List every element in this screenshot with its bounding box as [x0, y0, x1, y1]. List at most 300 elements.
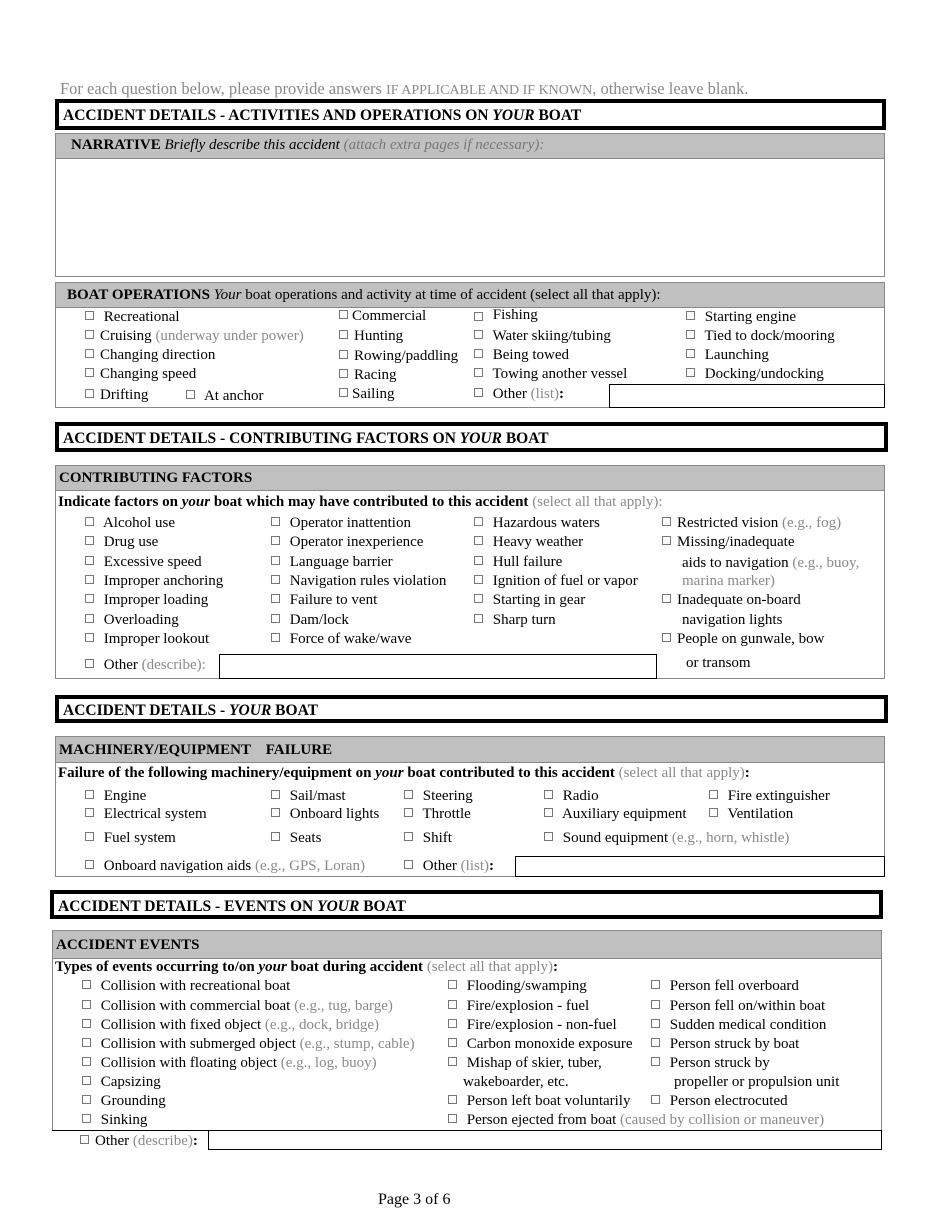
cf-hull-failure-label: Hull failure [492, 554, 563, 570]
op-drifting-label: Drifting [100, 387, 149, 403]
cf-gunwale-cont [686, 654, 751, 672]
op-commercial[interactable] [339, 307, 426, 325]
ev-left-voluntarily-checkbox[interactable] [448, 1095, 457, 1104]
op-other-checkbox[interactable] [474, 388, 483, 397]
me-electrical-checkbox[interactable] [85, 808, 94, 817]
cf-restricted-vision[interactable] [662, 514, 841, 532]
s3-q-b: boat contributed to this accident [407, 765, 615, 781]
op-docking-checkbox[interactable] [686, 368, 695, 377]
ev-struck-prop[interactable] [651, 1054, 770, 1072]
me-onboard-nav-label: Onboard navigation aids [103, 858, 252, 874]
ev-grounding-checkbox[interactable] [82, 1095, 91, 1104]
s4-q-a: Types of events occurring to/on [55, 959, 255, 975]
ops-label: BOAT OPERATIONS [67, 287, 210, 303]
cf-improper-anchoring-checkbox[interactable] [85, 575, 94, 584]
cf-sharp-turn-label: Sharp turn [492, 612, 556, 628]
me-electrical[interactable] [85, 805, 207, 823]
ev-medical-label: Sudden medical condition [669, 1017, 827, 1033]
ev-struck-boat-checkbox[interactable] [651, 1038, 660, 1047]
me-radio[interactable] [544, 787, 599, 805]
cf-improper-loading[interactable] [85, 591, 208, 609]
op-hunting-checkbox[interactable] [339, 330, 348, 339]
ev-struck-boat-label: Person struck by boat [669, 1036, 800, 1052]
cf-operator-inexperience[interactable] [271, 533, 423, 551]
cf-other-checkbox[interactable] [85, 659, 94, 668]
ev-fire-fuel-label: Fire/explosion - fuel [466, 998, 590, 1014]
op-towing[interactable] [474, 365, 627, 383]
me-fire-ext-checkbox[interactable] [709, 790, 718, 799]
me-throttle-checkbox[interactable] [404, 808, 413, 817]
me-throttle-label: Throttle [422, 806, 471, 822]
cf-restricted-vision-note: (e.g., fog) [782, 515, 842, 531]
cf-nav-rules-checkbox[interactable] [271, 575, 280, 584]
op-water-skiing[interactable] [474, 327, 611, 345]
ev-ejected-note: (caused by collision or maneuver) [620, 1112, 825, 1128]
op-commercial-label: Commercial [352, 308, 427, 324]
cf-heavy-weather-checkbox[interactable] [474, 536, 483, 545]
events-header [53, 931, 881, 959]
intro-tail: , otherwise leave blank. [592, 79, 749, 98]
cf-dam-lock-label: Dam/lock [289, 612, 349, 628]
s3-q-note: (select all that apply) [618, 765, 745, 781]
op-hunting[interactable] [339, 327, 403, 345]
s2-title-em: YOUR [459, 430, 502, 447]
machinery-question [58, 764, 750, 782]
cf-excessive-speed-label: Excessive speed [103, 554, 202, 570]
op-changing-direction[interactable] [85, 346, 215, 364]
op-towing-label: Towing another vessel [492, 366, 628, 382]
cf-improper-loading-label: Improper loading [103, 592, 209, 608]
cf-excessive-speed[interactable] [85, 553, 202, 571]
ev-fire-nonfuel-label: Fire/explosion - non-fuel [466, 1017, 617, 1033]
s2-title-b: BOAT [505, 430, 549, 447]
me-engine-checkbox[interactable] [85, 790, 94, 799]
s3-title-em: YOUR [229, 702, 272, 719]
ev-struck-prop-label-1: Person struck by [669, 1055, 770, 1071]
ev-col-float-checkbox[interactable] [82, 1057, 91, 1066]
ev-col-fixed[interactable] [82, 1016, 379, 1034]
ev-fire-nonfuel[interactable] [448, 1016, 617, 1034]
cf-failure-vent-label: Failure to vent [289, 592, 378, 608]
cf-gunwale-label-1: People on gunwale, bow [677, 631, 825, 647]
narrative-note: (attach extra pages if necessary): [343, 137, 545, 153]
cf-sharp-turn-checkbox[interactable] [474, 614, 483, 623]
me-fuel[interactable] [85, 829, 176, 847]
op-starting-engine[interactable] [686, 308, 796, 326]
me-seats-checkbox[interactable] [271, 832, 280, 841]
me-engine[interactable] [85, 787, 146, 805]
cf-hazardous-waters-checkbox[interactable] [474, 517, 483, 526]
ev-struck-prop-checkbox[interactable] [651, 1057, 660, 1066]
section-machinery-title [55, 695, 888, 723]
me-sound[interactable] [544, 829, 789, 847]
op-being-towed-checkbox[interactable] [474, 349, 483, 358]
ev-col-sub-checkbox[interactable] [82, 1038, 91, 1047]
cf-operator-inattention-checkbox[interactable] [271, 517, 280, 526]
me-steering-checkbox[interactable] [404, 790, 413, 799]
ev-struck-prop-cont [674, 1073, 839, 1091]
cf-overloading[interactable] [85, 611, 179, 629]
cf-starting-gear[interactable] [474, 591, 585, 609]
op-rowing-checkbox[interactable] [339, 350, 348, 359]
me-sail-label: Sail/mast [289, 788, 346, 804]
s4-q-note: (select all that apply) [426, 959, 554, 975]
cf-other-input[interactable] [219, 654, 657, 679]
s2-title-a: ACCIDENT DETAILS - CONTRIBUTING FACTORS ON [63, 430, 456, 447]
ev-left-voluntarily-label: Person left boat voluntarily [466, 1093, 631, 1109]
s2-q-b: boat which may have contributed to this accident [213, 494, 529, 510]
cf-operator-inattention-label: Operator inattention [289, 515, 411, 531]
cf-restricted-vision-checkbox[interactable] [662, 517, 671, 526]
ev-mishap[interactable] [448, 1054, 602, 1072]
op-changing-direction-checkbox[interactable] [85, 349, 94, 358]
section-activities-title [55, 99, 886, 130]
me-sail-checkbox[interactable] [271, 790, 280, 799]
ev-sinking[interactable] [82, 1111, 147, 1129]
cf-gunwale[interactable] [662, 630, 824, 648]
me-electrical-label: Electrical system [103, 806, 207, 822]
op-sailing-checkbox[interactable] [339, 388, 348, 397]
cf-missing-aids-cont [682, 554, 859, 572]
section-events-title [50, 890, 883, 919]
op-launching-checkbox[interactable] [686, 349, 695, 358]
me-other-note: (list) [460, 858, 489, 874]
ev-capsizing[interactable] [82, 1073, 161, 1091]
ev-col-float-note: (e.g., log, buoy) [280, 1055, 377, 1071]
cf-ignition-checkbox[interactable] [474, 575, 483, 584]
op-hunting-label: Hunting [354, 328, 404, 344]
cf-heavy-weather-label: Heavy weather [492, 534, 584, 550]
ev-col-com-checkbox[interactable] [82, 1000, 91, 1009]
s3-q-em: your [375, 765, 404, 781]
op-commercial-checkbox[interactable] [339, 310, 348, 319]
op-drifting[interactable] [85, 386, 148, 404]
cf-missing-aids-label-2: aids to navigation [682, 555, 789, 571]
cf-improper-lookout[interactable] [85, 630, 209, 648]
op-changing-speed-checkbox[interactable] [85, 368, 94, 377]
op-docking[interactable] [686, 365, 824, 383]
cf-heavy-weather[interactable] [474, 533, 583, 551]
op-other-note: (list) [530, 386, 559, 402]
me-onboard-lights[interactable] [271, 805, 379, 823]
op-tied[interactable] [686, 327, 835, 345]
me-other-checkbox[interactable] [404, 860, 413, 869]
s4-q-b: boat during accident [290, 959, 424, 975]
cf-ignition[interactable] [474, 572, 638, 590]
cf-language-barrier-checkbox[interactable] [271, 556, 280, 565]
op-water-skiing-checkbox[interactable] [474, 330, 483, 339]
ev-fell-within-checkbox[interactable] [651, 1000, 660, 1009]
me-auxiliary-label: Auxiliary equipment [561, 806, 687, 822]
cf-operator-inattention[interactable] [271, 514, 411, 532]
ev-capsizing-checkbox[interactable] [82, 1076, 91, 1085]
ev-mishap-checkbox[interactable] [448, 1057, 457, 1066]
op-sailing-label: Sailing [352, 386, 395, 402]
s4-q-colon: : [553, 959, 559, 975]
cf-improper-lookout-checkbox[interactable] [85, 633, 94, 642]
ops-em: Your [213, 287, 242, 303]
cf-alcohol-checkbox[interactable] [85, 517, 94, 526]
cf-force-wake-label: Force of wake/wave [289, 631, 412, 647]
op-other-input[interactable] [609, 384, 885, 408]
ev-fell-within-label: Person fell on/within boat [669, 998, 826, 1014]
me-fire-ext[interactable] [709, 787, 830, 805]
op-other-label: Other [492, 386, 527, 402]
me-shift[interactable] [404, 829, 452, 847]
narrative-panel [55, 133, 885, 277]
ev-co[interactable] [448, 1035, 633, 1053]
ev-electrocuted-label: Person electrocuted [669, 1093, 788, 1109]
ev-col-float[interactable] [82, 1054, 377, 1072]
ev-struck-boat[interactable] [651, 1035, 799, 1053]
cf-missing-aids-note-2-row [682, 572, 775, 590]
op-recreational[interactable] [85, 308, 180, 326]
me-seats-label: Seats [289, 830, 322, 846]
op-changing-direction-label: Changing direction [100, 347, 216, 363]
ev-ejected[interactable] [448, 1111, 824, 1129]
cf-improper-loading-checkbox[interactable] [85, 594, 94, 603]
footer-total: 6 [442, 1191, 451, 1208]
me-shift-checkbox[interactable] [404, 832, 413, 841]
me-onboard-nav[interactable] [85, 857, 365, 875]
ev-fire-fuel-checkbox[interactable] [448, 1000, 457, 1009]
op-racing[interactable] [339, 366, 397, 384]
section-contributing-title [55, 422, 888, 452]
ev-col-rec[interactable] [82, 977, 290, 995]
ev-col-rec-checkbox[interactable] [82, 980, 91, 989]
cf-nav-rules-label: Navigation rules violation [289, 573, 447, 589]
op-starting-engine-label: Starting engine [704, 309, 796, 325]
cf-force-wake-checkbox[interactable] [271, 633, 280, 642]
ev-left-voluntarily[interactable] [448, 1092, 630, 1110]
me-radio-label: Radio [562, 788, 599, 804]
op-recreational-label: Recreational [103, 309, 180, 325]
ev-other-label: Other [95, 1133, 130, 1149]
s2-q-note: (select all that apply): [532, 494, 663, 510]
contributing-question [58, 493, 663, 511]
cf-other[interactable] [85, 656, 206, 674]
cf-overloading-checkbox[interactable] [85, 614, 94, 623]
op-fishing[interactable] [474, 306, 538, 324]
s1-title-em: YOUR [492, 107, 535, 124]
s2-q-a: Indicate factors on [58, 494, 178, 510]
s3-q-colon: : [744, 765, 750, 781]
cf-alcohol[interactable] [85, 514, 175, 532]
ev-col-sub-note: (e.g., stump, cable) [299, 1036, 415, 1052]
me-radio-checkbox[interactable] [544, 790, 553, 799]
ev-co-checkbox[interactable] [448, 1038, 457, 1047]
me-throttle[interactable] [404, 805, 471, 823]
s3-q-a: Failure of the following machinery/equipment on [58, 765, 372, 781]
op-towing-checkbox[interactable] [474, 368, 483, 377]
footer-page-num: 3 [413, 1191, 422, 1208]
ev-ejected-checkbox[interactable] [448, 1114, 457, 1123]
ev-other-input[interactable] [208, 1130, 882, 1150]
op-racing-checkbox[interactable] [339, 369, 348, 378]
s2-q-em: your [181, 494, 211, 510]
me-auxiliary[interactable] [544, 805, 687, 823]
ev-other[interactable] [80, 1132, 198, 1150]
contributing-header [56, 466, 884, 491]
cf-hull-failure-checkbox[interactable] [474, 556, 483, 565]
op-tied-checkbox[interactable] [686, 330, 695, 339]
ev-col-com[interactable] [82, 997, 393, 1015]
op-changing-speed-label: Changing speed [100, 366, 197, 382]
op-cruising[interactable] [85, 327, 304, 345]
narrative-header [56, 134, 884, 159]
cf-starting-gear-checkbox[interactable] [474, 594, 483, 603]
op-starting-engine-checkbox[interactable] [686, 311, 695, 320]
cf-excessive-speed-checkbox[interactable] [85, 556, 94, 565]
ev-fire-nonfuel-checkbox[interactable] [448, 1019, 457, 1028]
op-fishing-label: Fishing [492, 307, 538, 323]
cf-hazardous-waters[interactable] [474, 514, 600, 532]
me-other[interactable]: Other (list): [404, 857, 494, 875]
op-cruising-checkbox[interactable] [85, 330, 94, 339]
op-docking-label: Docking/undocking [704, 366, 824, 382]
cf-drug-checkbox[interactable] [85, 536, 94, 545]
ev-mishap-label-1: Mishap of skier, tuber, [466, 1055, 602, 1071]
cf-failure-vent-checkbox[interactable] [271, 594, 280, 603]
me-shift-label: Shift [422, 830, 452, 846]
ev-col-rec-label: Collision with recreational boat [100, 978, 291, 994]
op-launching[interactable] [686, 346, 769, 364]
op-at-anchor[interactable] [186, 387, 264, 405]
me-auxiliary-checkbox[interactable] [544, 808, 553, 817]
s1-title-b: BOAT [538, 107, 582, 124]
cf-improper-anchoring-label: Improper anchoring [103, 573, 224, 589]
cf-gunwale-checkbox[interactable] [662, 633, 671, 642]
cf-inadequate-lights-checkbox[interactable] [662, 594, 671, 603]
ev-mishap-cont [463, 1073, 569, 1091]
cf-nav-rules[interactable] [271, 572, 446, 590]
me-onboard-nav-note: (e.g., GPS, Loran) [254, 858, 365, 874]
ev-electrocuted[interactable] [651, 1092, 788, 1110]
me-steering[interactable] [404, 787, 473, 805]
cf-starting-gear-label: Starting in gear [492, 592, 586, 608]
cf-missing-aids-note-1: (e.g., buoy, [792, 555, 860, 571]
ev-fell-within[interactable] [651, 997, 825, 1015]
ev-struck-prop-label-2: propeller or propulsion unit [674, 1074, 840, 1090]
op-fishing-checkbox[interactable] [474, 312, 483, 321]
cf-missing-aids-note-2: marina marker) [682, 573, 775, 589]
boat-operations-header [56, 283, 884, 308]
op-water-skiing-label: Water skiing/tubing [492, 328, 611, 344]
cf-other-note: (describe): [141, 657, 206, 673]
intro-caps: IF APPLICABLE AND IF KNOWN [386, 83, 593, 98]
cf-inadequate-lights-label-2: navigation lights [682, 612, 783, 628]
cf-hazardous-waters-label: Hazardous waters [492, 515, 600, 531]
op-changing-speed[interactable] [85, 365, 196, 383]
ev-electrocuted-checkbox[interactable] [651, 1095, 660, 1104]
ev-fell-overboard-checkbox[interactable] [651, 980, 660, 989]
cf-inadequate-lights-cont [682, 611, 782, 629]
me-ventilation-label: Ventilation [727, 806, 794, 822]
me-onboard-lights-checkbox[interactable] [271, 808, 280, 817]
me-seats[interactable] [271, 829, 321, 847]
narrative-textarea[interactable] [56, 159, 884, 276]
me-steering-label: Steering [422, 788, 473, 804]
ev-col-com-label: Collision with commercial boat [100, 998, 291, 1014]
ev-grounding[interactable] [82, 1092, 166, 1110]
op-at-anchor-checkbox[interactable] [186, 390, 195, 399]
s4-title-em: YOUR [317, 898, 360, 915]
op-being-towed[interactable] [474, 346, 569, 364]
me-onboard-nav-checkbox[interactable] [85, 860, 94, 869]
ev-col-sub-label: Collision with submerged object [100, 1036, 296, 1052]
ev-col-float-label: Collision with floating object [100, 1055, 277, 1071]
cf-improper-anchoring[interactable] [85, 572, 223, 590]
op-recreational-checkbox[interactable] [85, 311, 94, 320]
cf-dam-lock-checkbox[interactable] [271, 614, 280, 623]
ev-col-fixed-checkbox[interactable] [82, 1019, 91, 1028]
cf-other-label: Other [103, 657, 138, 673]
ev-col-sub[interactable] [82, 1035, 415, 1053]
cf-overloading-label: Overloading [103, 612, 179, 628]
machinery-header [56, 737, 884, 763]
cf-sharp-turn[interactable] [474, 611, 556, 629]
cf-failure-vent[interactable] [271, 591, 377, 609]
cf-missing-aids-label-1: Missing/inadequate [677, 534, 795, 550]
intro-text [60, 79, 748, 99]
footer-of: of [425, 1191, 439, 1208]
footer-page-label: Page [378, 1191, 410, 1208]
me-other-input[interactable] [515, 856, 885, 877]
ev-sinking-label: Sinking [100, 1112, 148, 1128]
me-ventilation-checkbox[interactable] [709, 808, 718, 817]
op-cruising-note: (underway under power) [155, 328, 304, 344]
op-other[interactable]: Other (list): [474, 385, 564, 403]
cf-inadequate-lights[interactable] [662, 591, 801, 609]
ev-medical[interactable] [651, 1016, 826, 1034]
ev-col-com-note: (e.g., tug, barge) [294, 998, 393, 1014]
cf-language-barrier[interactable] [271, 553, 393, 571]
op-at-anchor-label: At anchor [203, 388, 264, 404]
s4-head: ACCIDENT EVENTS [56, 937, 200, 953]
s3-head: MACHINERY/EQUIPMENT FAILURE [59, 742, 333, 758]
cf-gunwale-label-2: or transom [686, 655, 751, 671]
me-fuel-checkbox[interactable] [85, 832, 94, 841]
cf-missing-aids-checkbox[interactable] [662, 536, 671, 545]
intro-lead: For each question below, please provide answers [60, 79, 382, 98]
cf-operator-inexperience-checkbox[interactable] [271, 536, 280, 545]
cf-hull-failure[interactable] [474, 553, 562, 571]
me-sail[interactable] [271, 787, 346, 805]
cf-force-wake[interactable] [271, 630, 411, 648]
op-drifting-checkbox[interactable] [85, 389, 94, 398]
cf-drug[interactable] [85, 533, 158, 551]
ev-medical-checkbox[interactable] [651, 1019, 660, 1028]
ev-flooding[interactable] [448, 977, 587, 995]
ev-fell-overboard[interactable] [651, 977, 799, 995]
cf-missing-aids[interactable] [662, 533, 794, 551]
ev-sinking-checkbox[interactable] [82, 1114, 91, 1123]
s3-title-a: ACCIDENT DETAILS - [63, 702, 226, 719]
narrative-desc: Briefly describe this accident [164, 137, 340, 153]
ev-other-checkbox[interactable] [80, 1135, 89, 1144]
s4-q-em: your [258, 959, 287, 975]
cf-dam-lock[interactable] [271, 611, 349, 629]
me-ventilation[interactable] [709, 805, 793, 823]
ev-other-colon: : [192, 1133, 198, 1149]
ev-fire-fuel[interactable] [448, 997, 589, 1015]
cf-restricted-vision-label: Restricted vision [677, 515, 779, 531]
me-sound-checkbox[interactable] [544, 832, 553, 841]
ev-flooding-checkbox[interactable] [448, 980, 457, 989]
op-rowing[interactable] [339, 347, 458, 365]
op-sailing[interactable] [339, 385, 395, 403]
ev-co-label: Carbon monoxide exposure [466, 1036, 633, 1052]
